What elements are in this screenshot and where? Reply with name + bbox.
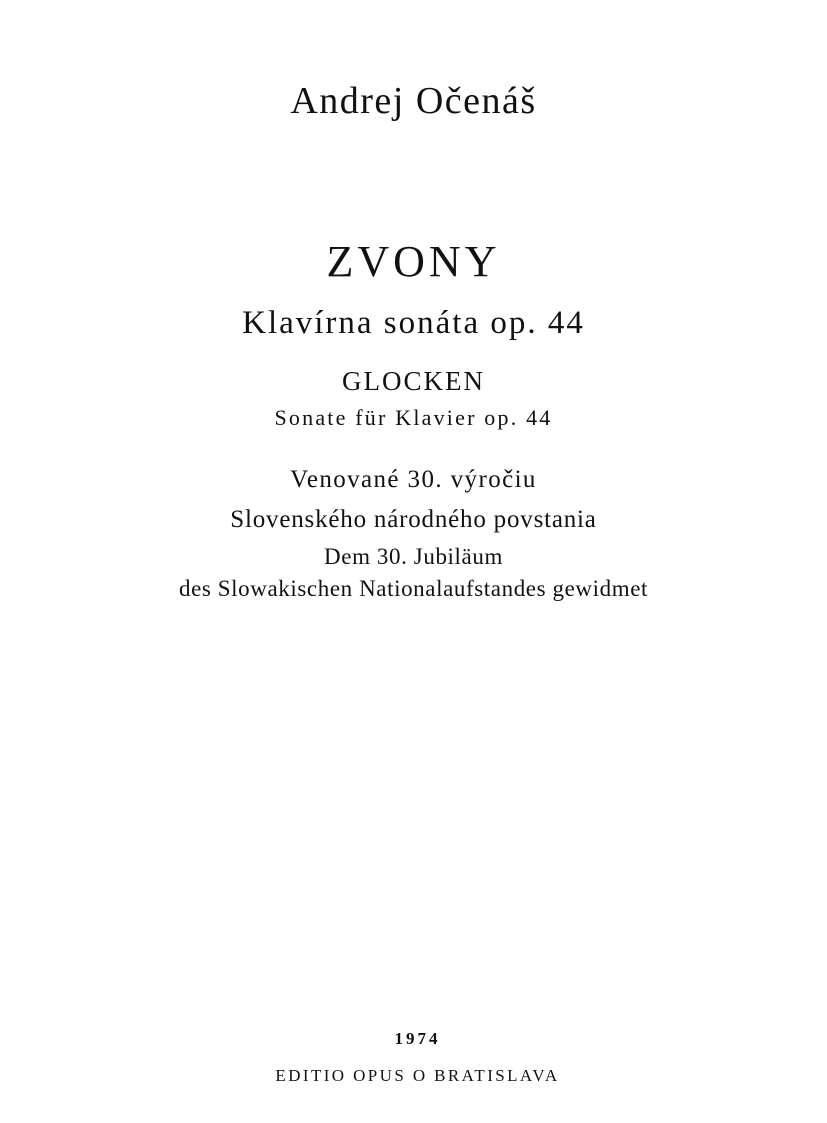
work-title-slovak: ZVONY (326, 237, 501, 286)
dedication-slovak-line-1: Venované 30. výročiu (290, 466, 537, 493)
composer-name: Andrej Očenáš (290, 80, 537, 122)
publication-year: 1974 (394, 1029, 441, 1048)
dedication-german-line-2: des Slowakischen Nationalaufstandes gewidmet (178, 576, 649, 601)
publisher-imprint: EDITIO OPUS O BRATISLAVA (275, 1066, 560, 1085)
work-subtitle-german: Sonate für Klavier op. 44 (274, 405, 553, 430)
dedication-slovak-line-2: Slovenského národného povstania (230, 506, 597, 533)
dedication-german-line-1: Dem 30. Jubiläum (324, 544, 503, 569)
work-subtitle-slovak: Klavírna sonáta op. 44 (242, 305, 585, 341)
work-title-german: GLOCKEN (342, 366, 485, 396)
